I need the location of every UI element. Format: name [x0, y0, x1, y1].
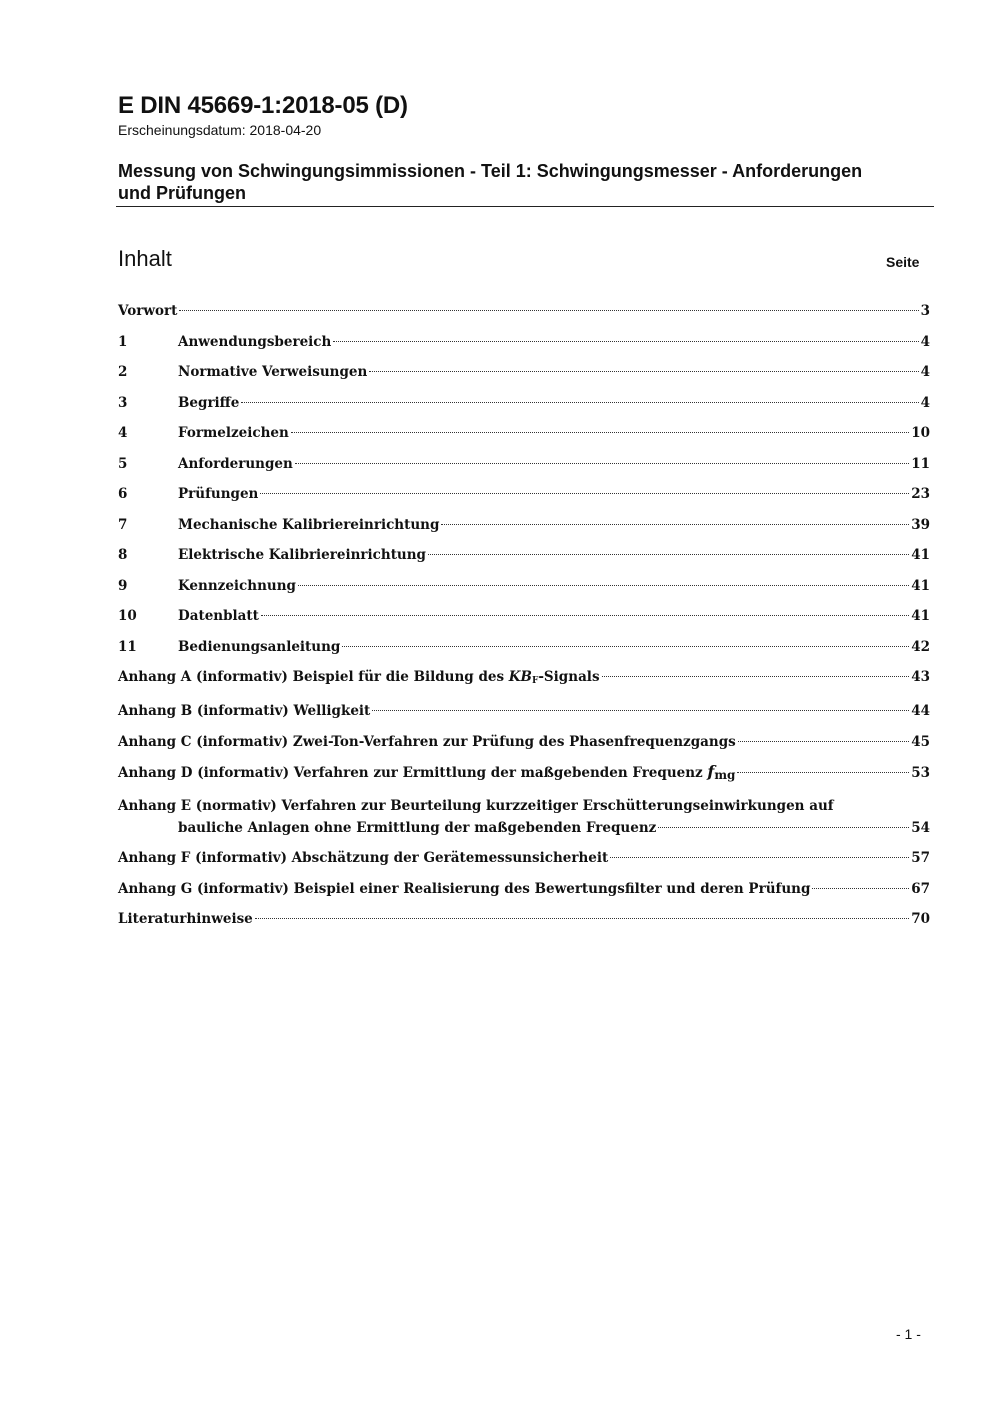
toc-leader-dots	[298, 585, 909, 586]
toc-entry-title: Anhang E (normativ) Verfahren zur Beurteilung kurzzeitiger Erschütterungseinwirkungen auf	[118, 798, 834, 814]
toc-leader-dots	[333, 341, 918, 342]
toc-entry-number: 2	[118, 364, 128, 380]
toc-entry-title: Anhang A (informativ) Beispiel für die Bildung des $KB_F$-Signals	[118, 669, 600, 686]
toc-entry-title: Anhang D (informativ) Verfahren zur Ermittlung der maßgebenden Frequenz fmg	[118, 762, 736, 782]
toc-entry-title: Formelzeichen	[178, 425, 289, 441]
toc-entry-title: Elektrische Kalibriereinrichtung	[178, 547, 426, 563]
toc-entry-title: Datenblatt	[178, 608, 259, 624]
toc-leader-dots	[428, 554, 909, 555]
toc-leader-dots	[372, 710, 909, 711]
toc-entry[interactable]	[118, 575, 930, 606]
toc-leader-dots	[342, 646, 909, 647]
toc-entry-literature[interactable]	[118, 908, 930, 939]
toc-leader-dots	[602, 676, 910, 677]
toc-entry-number: 11	[118, 638, 137, 655]
toc-leader-dots	[441, 524, 909, 525]
toc-entry[interactable]	[118, 636, 930, 667]
toc-leader-dots	[241, 402, 918, 403]
toc-entry-page: 3	[920, 303, 930, 319]
toc-leader-dots	[179, 310, 918, 311]
toc-entry-title: Bedienungsanleitung	[178, 638, 341, 655]
toc-entry-number: 1	[118, 333, 128, 350]
toc-entry-title: Anhang F (informativ) Abschätzung der Gerätemessunsicherheit	[118, 850, 609, 866]
toc-entry-page: 45	[911, 733, 930, 750]
toc-heading: Inhalt	[118, 246, 172, 271]
document-id: E DIN 45669-1:2018-05 (D)	[118, 92, 408, 119]
toc-entry-annex-f[interactable]	[118, 847, 930, 878]
toc-entry-page: 4	[920, 333, 930, 350]
toc-entry-title: Anhang C (informativ) Zwei-Ton-Verfahren zur Prüfung des Phasenfrequenzgangs	[118, 733, 736, 750]
toc-entry-annex-g[interactable]	[118, 878, 930, 909]
page-number: - 1 -	[896, 1326, 921, 1342]
toc-leader-dots	[261, 615, 909, 616]
toc-entry[interactable]	[118, 605, 930, 636]
toc-entry[interactable]	[118, 422, 930, 453]
toc-entry-number: 6	[118, 486, 128, 502]
toc-entry[interactable]	[118, 300, 930, 331]
toc-leader-dots	[738, 741, 909, 742]
toc-entry-number: 8	[118, 547, 128, 563]
toc-entry-annex-c[interactable]	[118, 731, 930, 762]
toc-entry-title-continued: bauliche Anlagen ohne Ermittlung der maßgebenden Frequenz	[178, 820, 657, 836]
toc-entry-number: 5	[118, 455, 128, 472]
title-rule	[116, 206, 934, 207]
toc-entry[interactable]	[118, 453, 930, 484]
toc-entry[interactable]	[118, 392, 930, 423]
toc-leader-dots	[737, 772, 909, 773]
toc-entry-title: Anhang G (informativ) Beispiel einer Realisierung des Bewertungsfilter und deren Prüfung	[118, 880, 811, 897]
toc-entry-annex-d[interactable]	[118, 761, 930, 795]
publication-date: Erscheinungsdatum: 2018-04-20	[118, 122, 322, 138]
toc-entry-title: Normative Verweisungen	[178, 364, 368, 380]
toc-entry-page: 23	[911, 486, 930, 502]
toc-entry-page: 41	[911, 547, 930, 563]
toc-entry-page: 11	[911, 455, 930, 472]
toc-entry[interactable]	[118, 544, 930, 575]
toc-entry-title: Anwendungsbereich	[178, 333, 332, 350]
toc-leader-dots	[658, 827, 909, 828]
toc-entry[interactable]	[118, 514, 930, 545]
toc-entry-title: Mechanische Kalibriereinrichtung	[178, 516, 440, 533]
toc-entry-title: Vorwort	[118, 303, 178, 319]
toc-leader-dots	[291, 432, 909, 433]
toc-leader-dots	[610, 857, 909, 858]
toc-entry-annex-b[interactable]	[118, 700, 930, 731]
toc-leader-dots	[369, 371, 918, 372]
toc-entry-title: Anforderungen	[178, 455, 293, 472]
toc-entry-page: 41	[911, 577, 930, 594]
toc-entry-page: 43	[911, 669, 930, 685]
toc-entry-annex-a[interactable]	[118, 666, 930, 700]
toc-entry-number: 7	[118, 516, 128, 533]
toc-entry-number: 10	[118, 608, 137, 624]
toc-entry-number: 9	[118, 577, 128, 594]
toc-entry-page: 39	[911, 516, 930, 533]
toc-entry-page: 57	[911, 850, 930, 866]
toc-entry-page: 70	[911, 911, 930, 927]
toc-leader-dots	[812, 888, 909, 889]
toc-entry-title: Kennzeichnung	[178, 577, 296, 594]
toc-entry-page: 44	[911, 703, 930, 719]
toc-entry[interactable]	[118, 483, 930, 514]
document-title: Messung von Schwingungsimmissionen - Teil 1: Schwingungsmesser - Anforderungen und Prüfungen	[118, 161, 863, 203]
toc-entry[interactable]	[118, 331, 930, 362]
toc-entry-number: 3	[118, 394, 128, 411]
toc-entry-page: 54	[911, 820, 930, 836]
toc-entry-annex-e[interactable]	[118, 795, 930, 847]
toc-entry-number: 4	[118, 425, 128, 441]
toc-entry-page: 67	[911, 880, 930, 897]
toc-entry-page: 4	[920, 364, 930, 380]
page-column-label: Seite	[886, 254, 920, 270]
toc-entry-title: Prüfungen	[178, 486, 259, 502]
toc-entry[interactable]	[118, 361, 930, 392]
toc-entry-title: Begriffe	[178, 394, 240, 411]
toc-leader-dots	[295, 463, 909, 464]
toc-entry-page: 10	[911, 425, 930, 441]
table-of-contents	[118, 300, 930, 939]
toc-entry-title: Literaturhinweise	[118, 911, 253, 927]
toc-entry-page: 41	[911, 608, 930, 624]
toc-entry-page: 4	[920, 394, 930, 411]
toc-leader-dots	[255, 918, 909, 919]
toc-entry-title: Anhang B (informativ) Welligkeit	[118, 703, 371, 719]
toc-entry-page: 42	[911, 638, 930, 655]
toc-entry-page: 53	[911, 765, 930, 781]
toc-leader-dots	[260, 493, 909, 494]
